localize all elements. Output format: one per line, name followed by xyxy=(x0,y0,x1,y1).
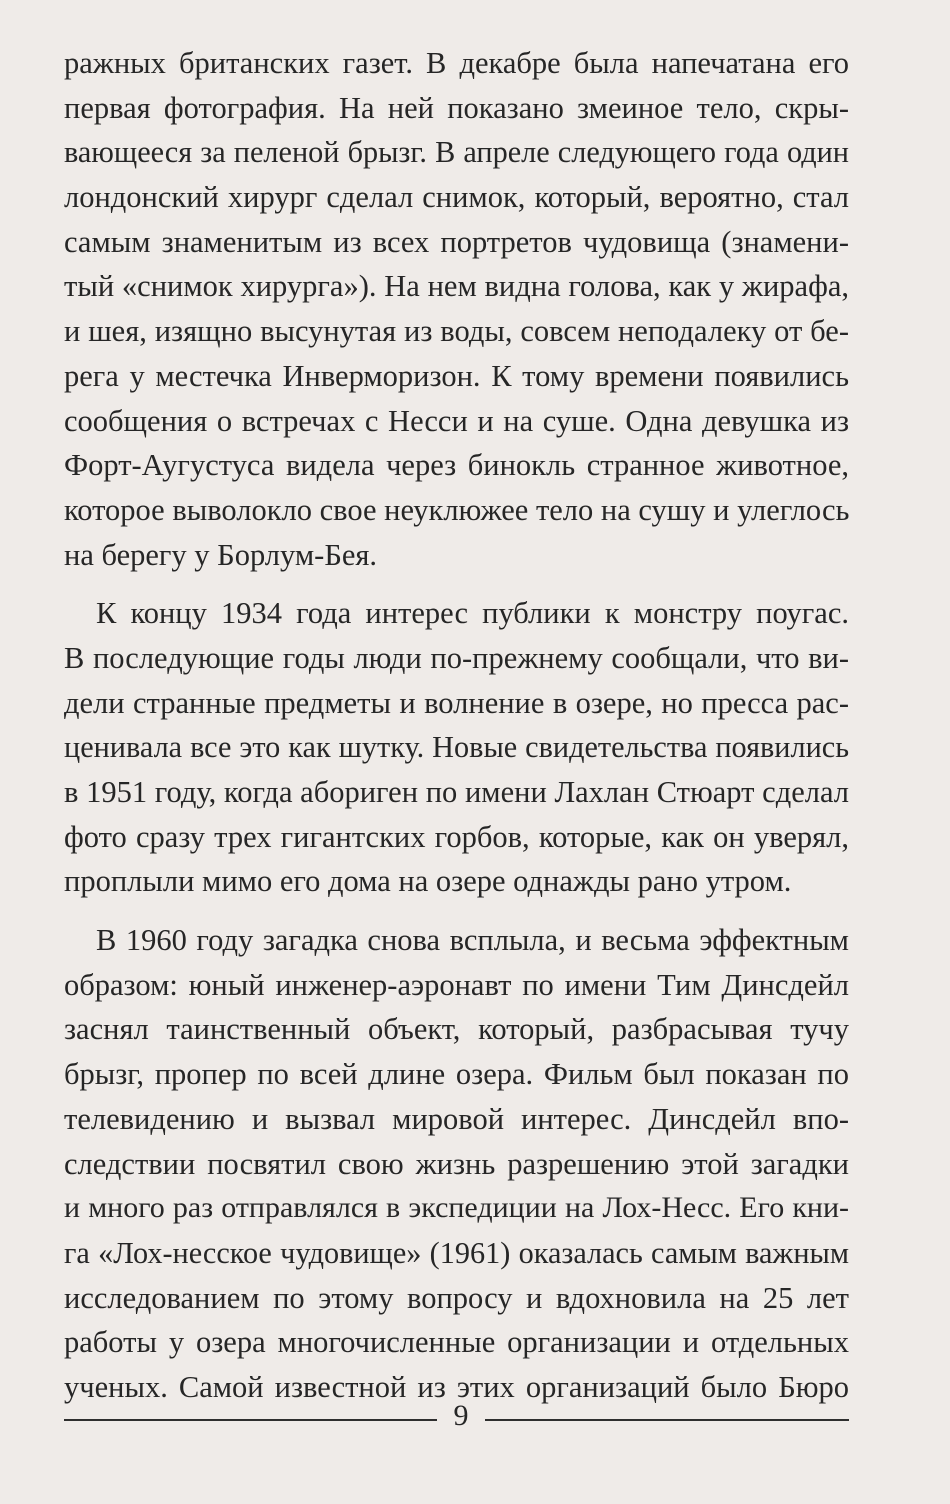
text-line: га «Лох-несское чудовище» (1961) оказалась самым важным xyxy=(64,1235,849,1270)
paragraph-gap xyxy=(64,577,849,591)
text-line: телевидению и вызвал мировой интерес. Динсдейл впо- xyxy=(64,1101,849,1136)
text-line: Форт-Аугустуса видела через бинокль странное животное, xyxy=(64,448,849,483)
footer-rule-left xyxy=(64,1419,437,1421)
text-line: ценивала все это как шутку. Новые свидетельства появились xyxy=(64,730,849,765)
text-line: самым знаменитым из всех портретов чудовища (знамени- xyxy=(64,224,849,259)
text-line: работы у озера многочисленные организации и отдельных xyxy=(64,1325,849,1360)
paragraph-3 xyxy=(64,918,849,1410)
footer-rule-right xyxy=(485,1419,849,1421)
text-line: и много раз отправлялся в экспедиции на Лох-Несс. Его кни- xyxy=(64,1191,849,1225)
text-line: первая фотография. На ней показано змеиное тело, скры- xyxy=(64,90,849,125)
text-line: вающееся за пеленой брызг. В апреле следующего года один xyxy=(64,135,849,170)
text-line: проплыли мимо его дома на озере однажды рано утром. xyxy=(64,864,792,899)
text-line: ученых. Самой известной из этих организаций было Бюро xyxy=(64,1369,849,1404)
text-line: сообщения о встречах с Несси и на суше. Одна девушка из xyxy=(64,403,849,438)
paragraph-1 xyxy=(64,41,849,577)
page-number: 9 xyxy=(453,1399,469,1432)
page-footer xyxy=(64,1396,849,1440)
text-line: дели странные предметы и волнение в озере, но пресса рас- xyxy=(64,685,849,720)
text-line: фото сразу трех гигантских горбов, которые, как он уверял, xyxy=(64,819,849,854)
text-line: В 1960 году загадка снова всплыла, и весьма эффектным xyxy=(96,923,849,958)
text-line: брызг, пропер по всей длине озера. Фильм был показан по xyxy=(64,1057,849,1092)
text-line: заснял таинственный объект, который, разбрасывая тучу xyxy=(64,1012,849,1047)
paragraph-2 xyxy=(64,591,849,904)
text-line: в 1951 году, когда абориген по имени Лахлан Стюарт сделал xyxy=(64,775,849,809)
text-line: образом: юный инженер-аэронавт по имени Тим Динсдейл xyxy=(64,967,849,1002)
text-line: ражных британских газет. В декабре была напечатана его xyxy=(64,46,849,80)
text-line: лондонский хирург сделал снимок, который, вероятно, стал xyxy=(64,180,849,215)
paragraph-gap xyxy=(64,904,849,918)
text-line: К концу 1934 года интерес публики к монстру поугас. xyxy=(96,596,849,631)
text-line: которое выволокло свое неуклюжее тело на сушу и улеглось xyxy=(64,492,850,527)
text-line: тый «снимок хирурга»). На нем видна голова, как у жирафа, xyxy=(64,269,849,304)
text-line: исследованием по этому вопросу и вдохновила на 25 лет xyxy=(64,1280,849,1315)
text-line: на берегу у Борлум-Бея. xyxy=(64,537,378,572)
text-line: следствии посвятил свою жизнь разрешению этой загадки xyxy=(64,1146,849,1181)
text-line: и шея, изящно высунутая из воды, совсем неподалеку от бе- xyxy=(64,314,849,349)
text-line: В последующие годы люди по-прежнему сообщали, что ви- xyxy=(64,640,849,675)
body-text xyxy=(64,41,849,1410)
text-line: рега у местечка Инверморизон. К тому времени появились xyxy=(64,358,849,393)
